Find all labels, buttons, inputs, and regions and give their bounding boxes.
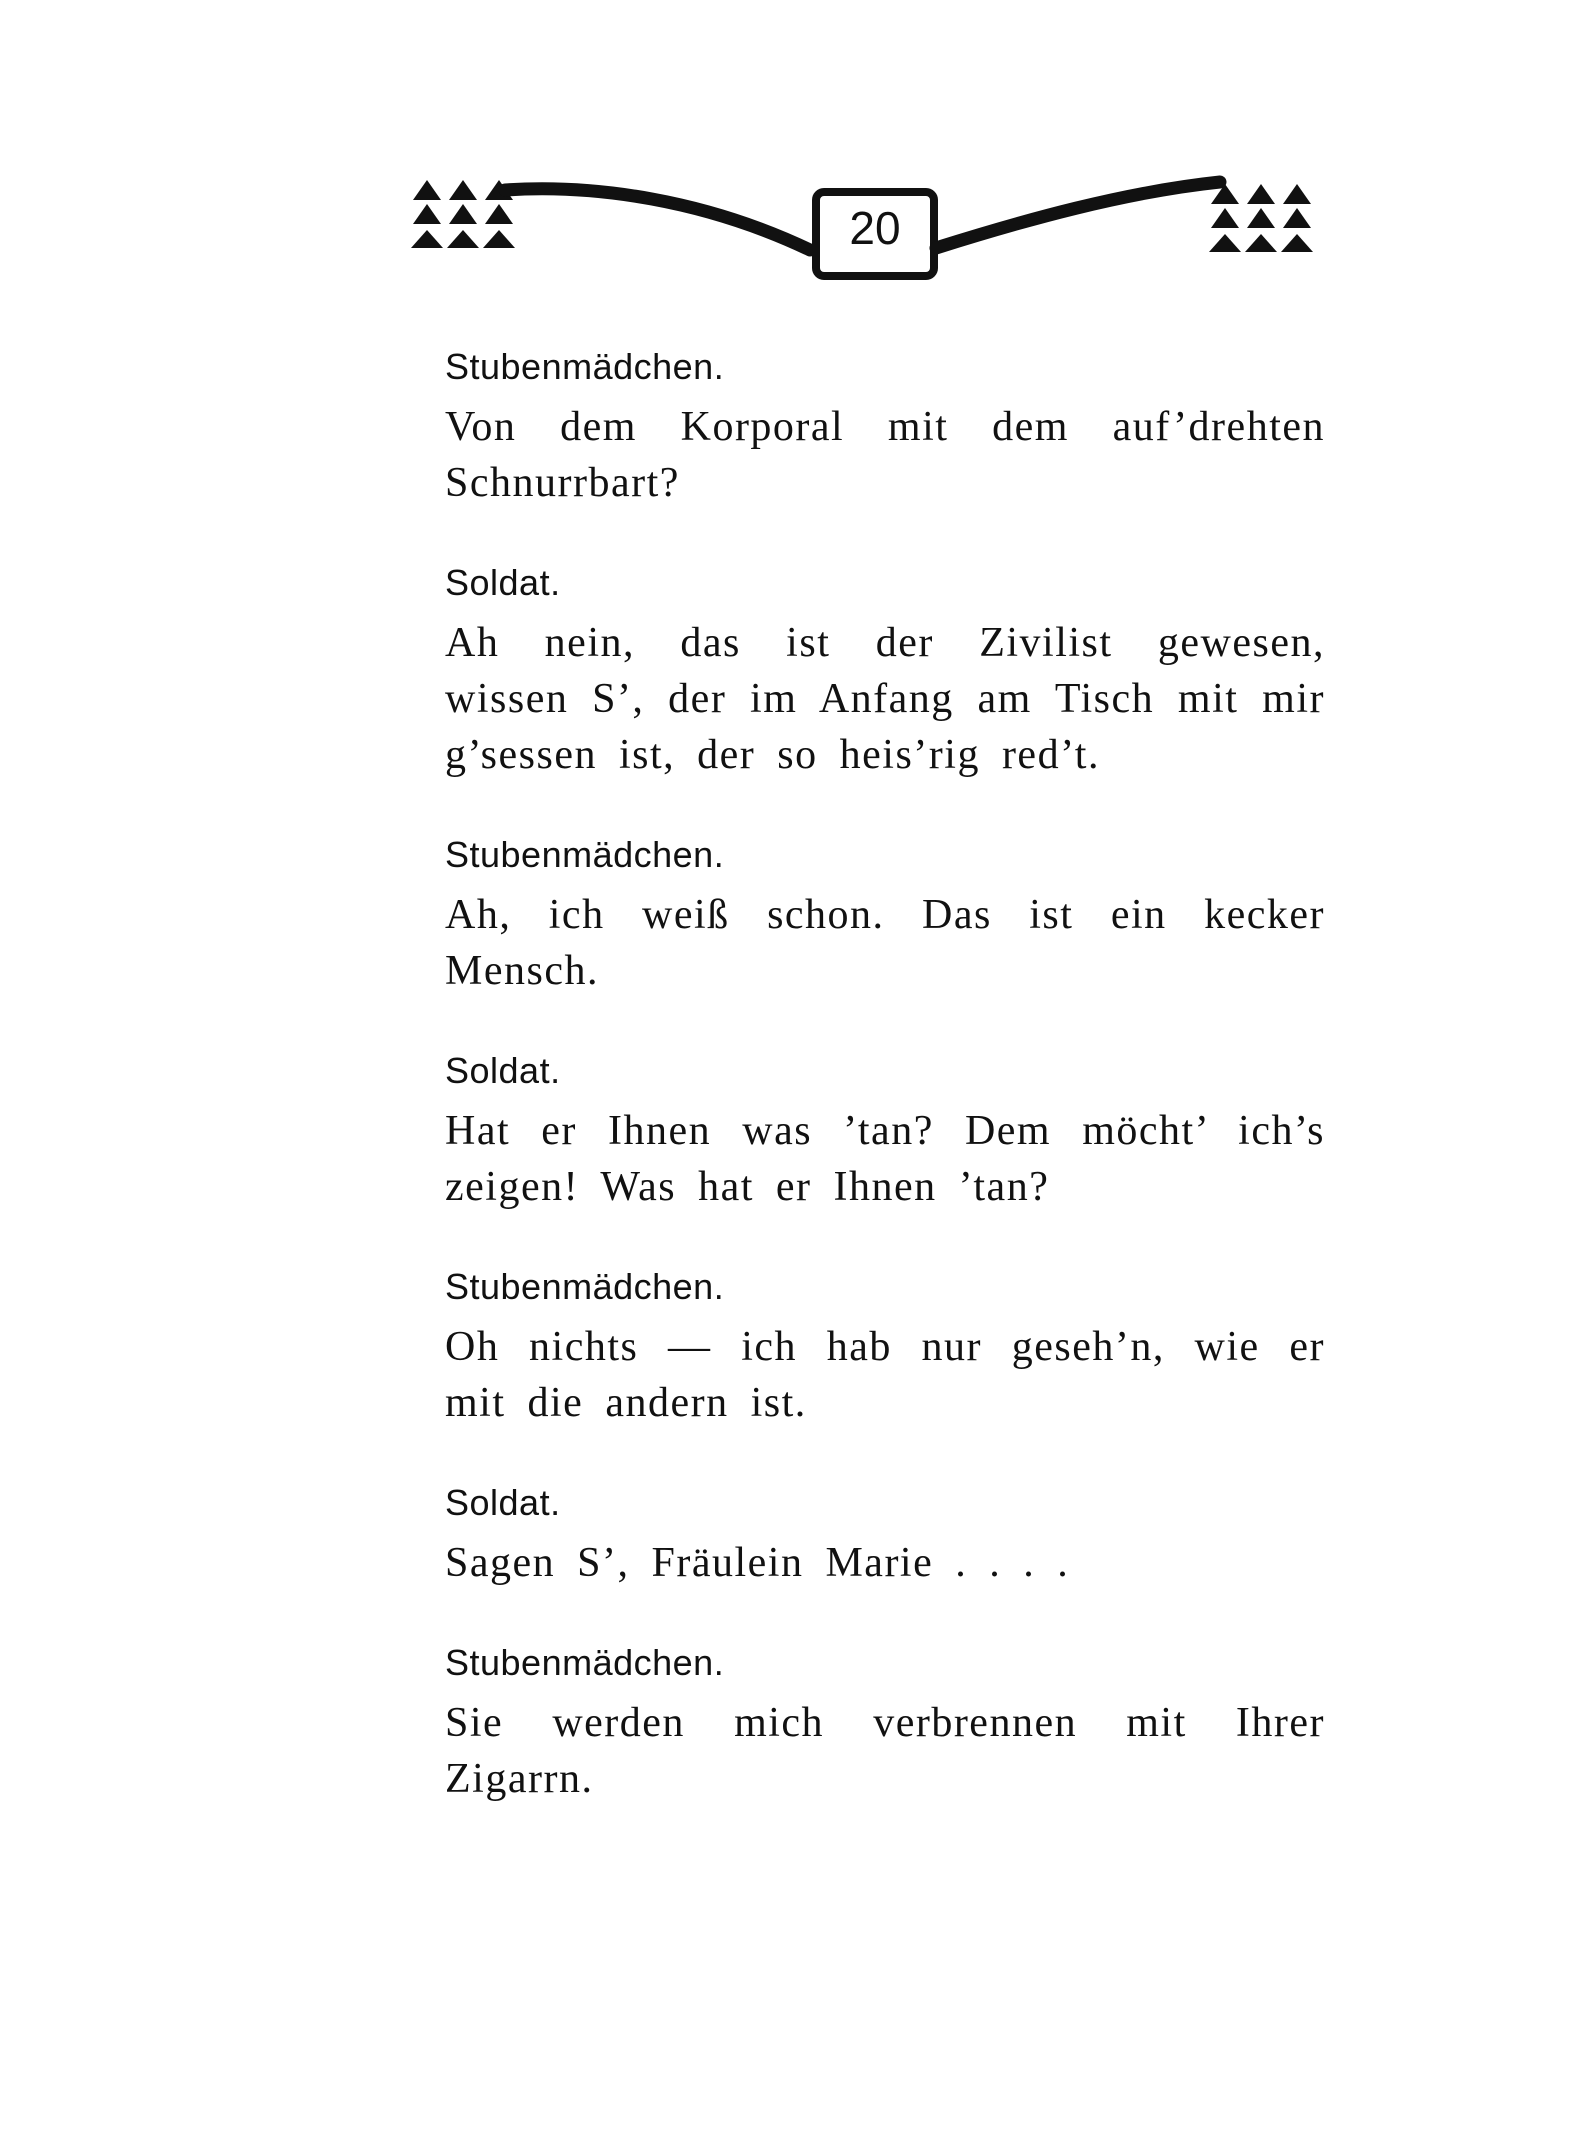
dialogue-entry xyxy=(445,345,1325,511)
spoken-line: Hat er Ihnen was ’tan? Dem möcht’ ich’s zeigen! Was hat er Ihnen ’tan? xyxy=(445,1108,1325,1210)
dialogue-entry xyxy=(445,561,1325,783)
spoken-line: Ah nein, das ist der Zivilist gewesen, wissen S’, der im Anfang am Tisch mit mir g’sessen ist, der so heis’rig red’t. xyxy=(445,620,1325,778)
left-swoosh xyxy=(505,189,810,250)
speaker-name: Soldat. xyxy=(445,1050,561,1091)
dialogue-entry xyxy=(445,1049,1325,1215)
page-header-ornament xyxy=(405,170,1355,290)
spoken-line: Von dem Korporal mit dem auf’drehten Schnurrbart? xyxy=(445,404,1325,506)
dialogue-entry xyxy=(445,1481,1325,1591)
speaker-name: Stubenmädchen. xyxy=(445,346,725,387)
page-number: 20 xyxy=(849,202,901,254)
dialogue-entry xyxy=(445,1265,1325,1431)
speaker-name: Soldat. xyxy=(445,562,561,603)
right-spade-cluster-icon xyxy=(1209,184,1313,252)
spoken-line: Sagen S’, Fräulein Marie . . . . xyxy=(445,1540,1070,1586)
dialogue-entry xyxy=(445,833,1325,999)
speaker-name: Stubenmädchen. xyxy=(445,834,725,875)
speaker-name: Stubenmädchen. xyxy=(445,1642,725,1683)
right-swoosh xyxy=(936,182,1220,248)
spoken-line: Oh nichts — ich hab nur geseh’n, wie er mit die andern ist. xyxy=(445,1324,1325,1426)
spoken-line: Sie werden mich verbrennen mit Ihrer Zigarrn. xyxy=(445,1700,1325,1802)
dialogue-text xyxy=(445,345,1325,1857)
dialogue-entry xyxy=(445,1641,1325,1807)
spoken-line: Ah, ich weiß schon. Das ist ein kecker Mensch. xyxy=(445,892,1325,994)
speaker-name: Stubenmädchen. xyxy=(445,1266,725,1307)
speaker-name: Soldat. xyxy=(445,1482,561,1523)
